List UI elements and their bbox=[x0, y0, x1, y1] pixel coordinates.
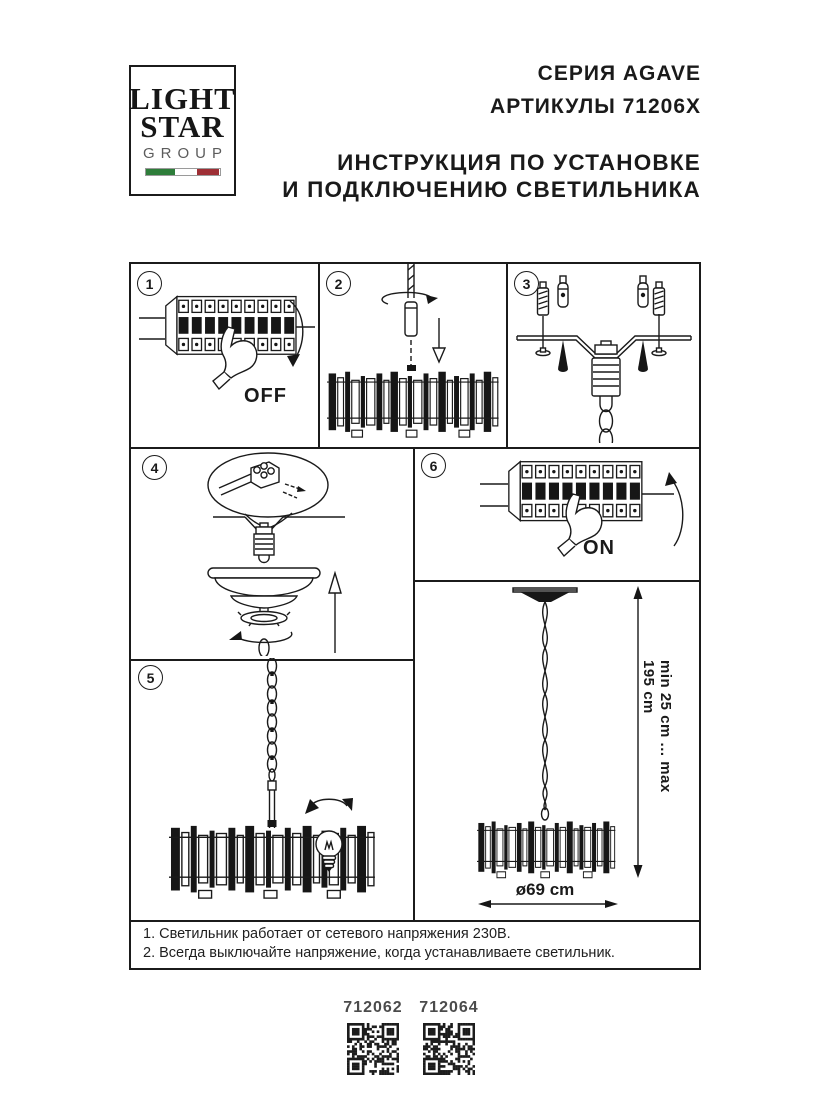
step1-illustration bbox=[137, 283, 317, 425]
product-code-2: 712064 bbox=[419, 999, 479, 1016]
chain-link-icon bbox=[259, 639, 269, 656]
qr-code-1 bbox=[347, 1023, 399, 1075]
series-title: СЕРИЯ AGAVE bbox=[537, 62, 701, 85]
logo-word-light: LIGHT bbox=[129, 81, 236, 116]
step2-illustration bbox=[322, 262, 503, 443]
italian-flag-icon bbox=[145, 168, 221, 176]
instruction-title-line2: И ПОДКЛЮЧЕНИЮ СВЕТИЛЬНИКА bbox=[282, 177, 701, 202]
header-text bbox=[282, 57, 701, 203]
chain-icon bbox=[268, 658, 277, 790]
step-badge-6: 6 bbox=[421, 453, 446, 478]
product-code-1: 712062 bbox=[343, 999, 403, 1016]
step-badge-5: 5 bbox=[138, 665, 163, 690]
qr-code-2 bbox=[423, 1023, 475, 1075]
wall-anchor-icon bbox=[538, 276, 665, 315]
threaded-rod-icon bbox=[405, 262, 417, 336]
divider bbox=[318, 264, 320, 447]
ceiling-mount-icon bbox=[213, 517, 345, 563]
crystal-shade-icon bbox=[327, 372, 499, 437]
notes-box bbox=[131, 918, 699, 968]
logo-word-star: STAR bbox=[140, 109, 225, 144]
logo-word-group: GROUP bbox=[142, 145, 228, 162]
rod-icon bbox=[268, 790, 277, 828]
step-badge-2: 2 bbox=[326, 271, 351, 296]
rotate-up-arrow-icon bbox=[665, 472, 683, 546]
step5-illustration bbox=[133, 658, 409, 918]
lightstar-logo bbox=[129, 65, 236, 196]
step-badge-4: 4 bbox=[142, 455, 167, 480]
divider bbox=[413, 447, 415, 920]
instruction-title-line1: ИНСТРУКЦИЯ ПО УСТАНОВКЕ bbox=[337, 150, 701, 175]
step-badge-1: 1 bbox=[137, 271, 162, 296]
note-line-2: 2. Всегда выключайте напряжение, когда устанавливаете светильник. bbox=[143, 945, 615, 961]
off-label: OFF bbox=[244, 385, 287, 407]
lock-nut-icon bbox=[238, 612, 290, 627]
down-arrow-icon bbox=[433, 318, 445, 362]
articles-title: АРТИКУЛЫ 71206X bbox=[490, 95, 701, 118]
twisted-chain-icon bbox=[542, 602, 549, 820]
diameter-dimension-arrow bbox=[478, 900, 618, 908]
note-line-1: 1. Светильник работает от сетевого напряжения 230В. bbox=[143, 926, 511, 942]
crystal-shade-icon bbox=[477, 821, 615, 877]
step-badge-3: 3 bbox=[514, 271, 539, 296]
chain-icon bbox=[600, 396, 613, 443]
canopy-icon bbox=[208, 568, 320, 615]
diameter-label: ø69 cm bbox=[515, 880, 575, 899]
twist-arrow-icon bbox=[305, 798, 353, 814]
step3-illustration bbox=[507, 264, 699, 443]
step4-illustration bbox=[133, 448, 409, 656]
up-arrow-icon bbox=[329, 573, 341, 653]
on-label: ON bbox=[583, 537, 615, 559]
wiring-callout-balloon bbox=[208, 453, 328, 527]
height-range-label: min 25 cm ... max 195 cm bbox=[640, 660, 674, 793]
ceiling-canopy-icon bbox=[513, 588, 577, 602]
crystal-shade-icon bbox=[169, 826, 375, 898]
